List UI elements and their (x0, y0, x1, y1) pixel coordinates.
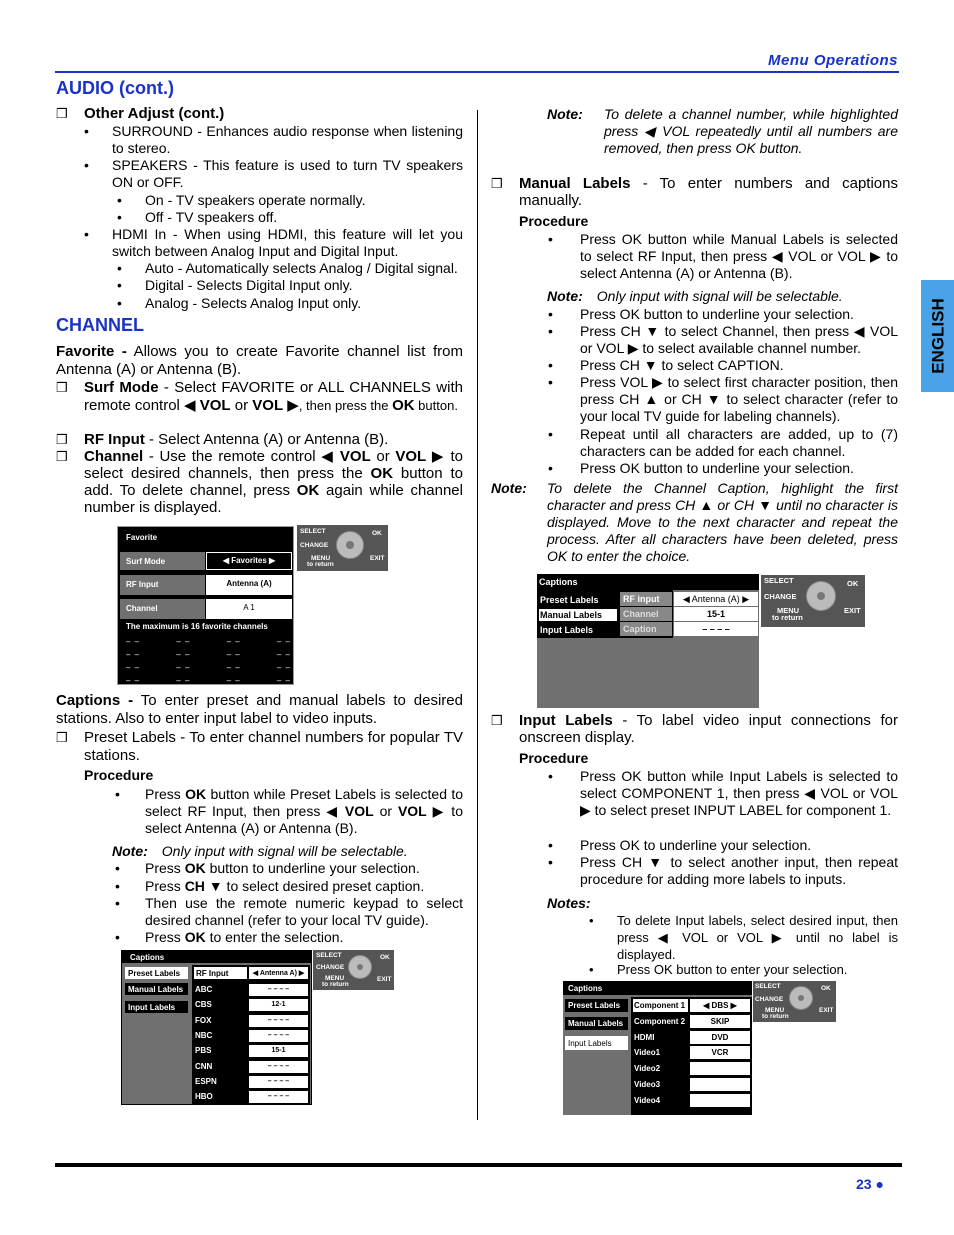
preset-labels-tab[interactable]: Preset Labels (565, 999, 628, 1012)
input-source-name[interactable]: Video4 (634, 1095, 661, 1105)
preset-channel-value[interactable]: – – – – (249, 984, 308, 996)
input-source-name[interactable]: Video2 (634, 1064, 661, 1074)
manual-step-7: • Press OK button to underline your selection. (548, 460, 854, 476)
procedure-heading: Procedure (84, 767, 154, 783)
preset-labels-tab[interactable]: Preset Labels (540, 595, 599, 605)
remote-graphic: SELECT OK CHANGE MENU to return EXIT (313, 950, 394, 990)
preset-station-name: FOX (195, 1015, 212, 1025)
manual-note: Note: Only input with signal will be selectable. (547, 288, 843, 304)
captions-para: Captions - To enter preset and manual labels to desired stations. Also to enter input label to video inputs. (56, 692, 463, 727)
preset-station-name: PBS (195, 1046, 212, 1056)
header-rule (55, 71, 899, 73)
manual-caption-value[interactable]: – – – – (674, 622, 758, 636)
preset-station-name: ESPN (195, 1076, 217, 1086)
preset-labels-tab[interactable]: Preset Labels (125, 967, 188, 979)
audio-section (56, 105, 463, 122)
remote-graphic: SELECT OK CHANGE MENU to return EXIT (297, 525, 388, 571)
procedure-heading: Procedure (519, 213, 589, 229)
remote-wheel-icon (806, 581, 836, 611)
preset-note: Note: Only input with signal will be selectable. (112, 843, 408, 859)
rf-input-para: ❒ RF Input - Select Antenna (A) or Antenna (B). (56, 431, 389, 448)
surf-mode-para: ❒ Surf Mode - Select FAVORITE or ALL CHANNELS with remote control ◀ VOL or VOL ▶, then press the OK button. (56, 379, 463, 414)
input-source-name[interactable]: Video1 (634, 1048, 661, 1058)
speakers-on: • On - TV speakers operate normally. (117, 192, 366, 208)
remote-wheel-icon (789, 986, 813, 1010)
input-source-name[interactable]: Video3 (634, 1080, 661, 1089)
input-step-1: • Press OK button while Input Labels is selected to select COMPONENT 1, then press ◀ VOL or VOL ▶ to select preset INPUT LABEL for component 1. (548, 768, 898, 818)
manual-labels-para: ❒ Manual Labels - To enter numbers and captions manually. (491, 175, 898, 209)
input-source-name[interactable]: Component 1 (633, 999, 688, 1012)
input-label-value[interactable]: DVD (690, 1031, 750, 1044)
favorite-slots: – – – – – – – – – – – – – – – – – – – – – – – – – – – – – – – – (126, 637, 291, 685)
preset-channel-value[interactable]: 15-1 (249, 1045, 308, 1057)
channel-value[interactable]: A 1 (206, 599, 292, 619)
channel-title: CHANNEL (56, 315, 144, 335)
language-tab-label: ENGLISH (928, 298, 947, 374)
section-header: Menu Operations (767, 52, 898, 69)
remote-wheel-icon (348, 955, 372, 979)
input-source-name[interactable]: Component 2 (634, 1016, 686, 1026)
input-label-value[interactable]: SKIP (690, 1015, 750, 1028)
preset-labels-para: ❒ Preset Labels - To enter channel numbers for popular TV stations. (56, 729, 463, 764)
preset-labels-osd: Captions Preset Labels Manual Labels Input Labels RF Input ◀ Antenna A) ▶ ABC – – – – CBS 12-1 FOX – – – – NBC – – – – PBS 15-1 CNN – – – – ESPN – – – – HBO – – – – (121, 950, 312, 1105)
hdmi-item: • HDMI In - When using HDMI, this feature will let you switch between Analog Input and Digital Input. (84, 226, 463, 259)
audio-title: AUDIO (cont.) (56, 78, 174, 98)
other-adjust-heading: Other Adjust (cont.) (84, 105, 225, 122)
footer-rule (55, 1163, 902, 1167)
input-label-value[interactable]: VCR (690, 1046, 750, 1059)
preset-channel-value[interactable]: 12-1 (249, 999, 308, 1011)
input-labels-osd: Captions Preset Labels Manual Labels Input Labels Component 1 ◀ DBS ▶ Component 2 SKIP HDMI DVD Video1 VCR Video2 Video3 Video4 (563, 981, 752, 1115)
input-note-1: • To delete Input labels, select desired input, then press ◀ VOL or VOL ▶ until no label is displayed. (589, 913, 898, 962)
input-label-value[interactable]: ◀ DBS ▶ (690, 999, 750, 1012)
preset-step-5: • Press OK to enter the selection. (115, 929, 344, 945)
channel-para: ❒ Channel - Use the remote control ◀ VOL or VOL ▶ to select desired channels, then press the OK button to add. To delete channel, press OK again while channel number is displayed. (56, 448, 463, 516)
preset-channel-value[interactable]: – – – – (249, 1030, 308, 1042)
preset-step-3: • Press CH ▼ to select desired preset caption. (115, 878, 425, 894)
input-source-name[interactable]: HDMI (634, 1032, 655, 1042)
input-label-value[interactable] (690, 1078, 750, 1091)
input-labels-tab[interactable]: Input Labels (125, 1001, 188, 1013)
page-number: 23 ● (856, 1176, 884, 1192)
favorite-osd: Favorite Surf Mode ◀ Favorites ▶ RF Input Antenna (A) Channel A 1 The maximum is 16 favorite channels – – – – – – – – – – – – – – – – – – – – – – – – – – – – – – – – (117, 526, 294, 685)
remote-wheel-icon (336, 531, 364, 559)
preset-table: RF Input ◀ Antenna A) ▶ ABC – – – – CBS 12-1 FOX – – – – NBC – – – – PBS 15-1 CNN – – – – ESPN – – – – HBO – – – – (192, 965, 310, 1104)
manual-step-6: • Repeat until all characters are added, up to (7) characters can be added for each channel. (548, 426, 898, 459)
preset-station-name: CBS (195, 1000, 212, 1010)
input-labels-tab[interactable]: Input Labels (540, 625, 594, 635)
manual-step-5: • Press VOL ▶ to select first character position, then press CH ▲ or CH ▼ to select character (refer to your local TV guide for labeling channels). (548, 374, 898, 424)
manual-rf-selector[interactable]: ◀ Antenna (A) ▶ (674, 592, 758, 606)
preset-step-1: • Press OK button while Preset Labels is selected to select RF Input, then press ◀ VOL or VOL ▶ to select Antenna (A) or Antenna (B). (115, 786, 464, 836)
manual-channel-value[interactable]: 15-1 (674, 607, 758, 621)
manual-step-1: • Press OK button while Manual Labels is selected to select RF Input, then press ◀ VOL or VOL ▶ to select Antenna (A) or Antenna (B). (548, 231, 898, 281)
speakers-off: • Off - TV speakers off. (117, 209, 278, 225)
manual-labels-tab[interactable]: Manual Labels (565, 1017, 628, 1030)
remote-graphic: SELECT OK CHANGE MENU to return EXIT (761, 575, 865, 627)
preset-step-4: • Then use the remote numeric keypad to select desired channel (refer to your local TV guide). (115, 895, 463, 928)
preset-channel-value[interactable]: – – – – (249, 1091, 308, 1103)
favorite-para: Favorite - Allows you to create Favorite channel list from Antenna (A) or Antenna (B). (56, 343, 463, 378)
manual-labels-osd: Captions Preset Labels Manual Labels Input Labels RF input ◀ Antenna (A) ▶ Channel 15-1 Caption – – – – (537, 574, 759, 708)
procedure-heading: Procedure (519, 750, 589, 766)
remote-graphic: SELECT OK CHANGE MENU to return EXIT (753, 981, 836, 1022)
input-note-2: • Press OK button to enter your selection. (589, 962, 848, 977)
caption-delete-note: Note: To delete the Channel Caption, highlight the first character and press CH ▲ or CH ▼ until no character is displayed. Move to the next character and repeat the process. After all characters have been deleted, press OK to enter the choice. (491, 480, 898, 564)
preset-channel-value[interactable]: – – – – (249, 1076, 308, 1088)
input-label-value[interactable] (690, 1062, 750, 1075)
hdmi-digital: • Digital - Selects Digital Input only. (117, 277, 353, 293)
speakers-item: • SPEAKERS - This feature is used to turn TV speakers ON or OFF. (84, 157, 463, 190)
input-step-2: • Press OK to underline your selection. (548, 837, 812, 853)
delete-note: Note: To delete a channel number, while highlighted press ◀ VOL repeatedly until all numbers are removed, then press OK button. (547, 106, 898, 156)
input-labels-tab[interactable]: Input Labels (565, 1036, 628, 1050)
input-labels-para: ❒ Input Labels - To label video input connections for onscreen display. (491, 712, 898, 746)
rf-input-value[interactable]: Antenna (A) (206, 575, 292, 595)
surf-mode-selector[interactable]: ◀ Favorites ▶ (206, 552, 292, 570)
hdmi-analog: • Analog - Selects Analog Input only. (117, 295, 362, 311)
surround-item: • SURROUND - Enhances audio response when listening to stereo. (84, 123, 463, 156)
hdmi-auto: • Auto - Automatically selects Analog / Digital signal. (117, 260, 458, 276)
preset-step-2: • Press OK button to underline your selection. (115, 860, 420, 876)
preset-channel-value[interactable]: – – – – (249, 1015, 308, 1027)
input-table (631, 997, 752, 1115)
preset-station-name: HBO (195, 1092, 213, 1102)
manual-labels-tab[interactable]: Manual Labels (125, 983, 188, 995)
preset-station-name: CNN (195, 1061, 213, 1071)
notes-heading: Notes: (547, 895, 591, 911)
checkbox-icon: ❒ (56, 106, 68, 121)
input-label-value[interactable] (690, 1094, 750, 1107)
manual-labels-tab[interactable]: Manual Labels (539, 609, 617, 621)
preset-channel-value[interactable]: – – – – (249, 1061, 308, 1073)
preset-rf-selector[interactable]: ◀ Antenna A) ▶ (249, 967, 308, 979)
manual-step-3: • Press CH ▼ to select Channel, then press ◀ VOL or VOL ▶ to select available channel number. (548, 323, 898, 356)
preset-station-name: ABC (195, 985, 213, 994)
input-step-3: • Press CH ▼ to select another input, then repeat procedure for adding more labels to inputs. (548, 854, 898, 887)
language-tab (921, 280, 954, 392)
preset-station-name: NBC (195, 1030, 213, 1040)
manual-step-4: • Press CH ▼ to select CAPTION. (548, 357, 784, 373)
manual-step-2: • Press OK button to underline your selection. (548, 306, 854, 322)
column-divider (477, 110, 478, 1120)
